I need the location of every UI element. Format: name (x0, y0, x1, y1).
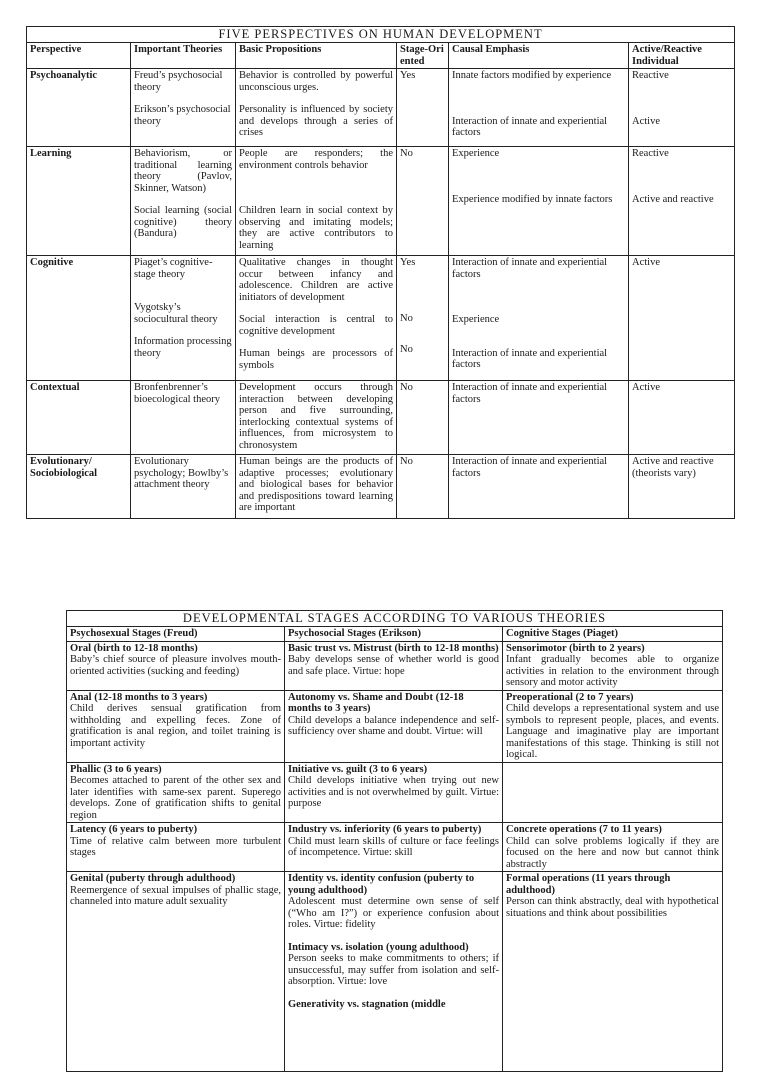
proposition-text: Qualitative changes in thought occur between infancy and adolescence. Children are active initiators of development (239, 257, 393, 303)
stage-text: Yes (400, 257, 416, 268)
proposition-text: Social interaction is central to cognitive development (239, 314, 393, 337)
theories-cell (131, 256, 236, 381)
causal-cell (449, 147, 629, 256)
perspective-cell: Contextual (27, 381, 131, 455)
stage-name: Preoperational (2 to 7 years) (506, 691, 634, 703)
stage-description: Child develops initiative when trying out new activities and is not overwhelmed by guilt. Virtue: purpose (288, 775, 499, 809)
stage-description: Child develops a representational system and use symbols to represent people, places, and events. Language and imaginative play are important manifestations of this stage. Thinking is still not logical. (506, 703, 719, 760)
theories-cell (131, 147, 236, 256)
stage-name: Concrete operations (7 to 11 years) (506, 824, 662, 835)
stage-text: No (400, 344, 413, 355)
causal-text: Experience modified by innate factors (452, 193, 613, 205)
causal-text: Experience (452, 148, 500, 159)
stage-name: Oral (birth to 12-18 months) (70, 642, 198, 654)
stage-description: Child must learn skills of culture or face feelings of incompetence. Virtue: skill (288, 835, 499, 858)
stage-description: Child develops a balance independence and self-sufficiency over shame and doubt. Virtue: will (288, 714, 499, 737)
erikson-stage-cell (285, 872, 503, 1072)
stage-name: Phallic (3 to 6 years) (70, 763, 162, 775)
active-text: Reactive (632, 70, 669, 81)
freud-stage-cell (67, 872, 285, 1072)
theories-cell: Bronfenbrenner’s bioecological theory (131, 381, 236, 455)
stage-name: Latency (6 years to puberty) (70, 824, 198, 835)
erikson-stage-cell (285, 823, 503, 872)
stage-description: Reemergence of sexual impulses of phallic stage, channeled into mature adult sexuality (70, 884, 281, 907)
stage-description: Becomes attached to parent of the other sex and later identifies with same-sex parent. Superego develops. Zone of gratification shifts to genital region (70, 775, 281, 821)
stage-description: Child derives sensual gratification from withholding and expelling feces. Zone of gratification is anal region, and toilet training is important activity (70, 703, 281, 749)
theory-text: Freud’s psychosocial theory (134, 70, 223, 93)
stage-name: Anal (12-18 months to 3 years) (70, 691, 208, 703)
stage-description: Child can solve problems logically if they are focused on the here and now but cannot think abstractly (506, 835, 719, 870)
table-title-row (27, 27, 735, 43)
theory-text: Social learning (social cognitive) theory (Bandura) (134, 205, 232, 239)
stage-name: Genital (puberty through adulthood) (70, 873, 236, 884)
developmental-stages-table (66, 610, 723, 1072)
stage-name: Sensorimotor (birth to 2 years) (506, 642, 645, 654)
active-text: Reactive (632, 148, 669, 159)
causal-text: Interaction of innate and experiential factors (452, 257, 608, 280)
theories-cell (131, 69, 236, 147)
table-row (67, 872, 723, 1072)
table-header-row (67, 627, 723, 642)
active-cell: Active (629, 381, 735, 455)
perspective-cell: Evolutionary/ Sociobiological (27, 455, 131, 519)
stage-text: No (400, 312, 413, 324)
propositions-cell: Development occurs through interaction between developing person and five surrounding, interlocking contextual systems of influences, from microsystem to chronosystem (236, 381, 397, 455)
erikson-stage-cell (285, 641, 503, 690)
table-row (27, 455, 735, 519)
active-cell (629, 69, 735, 147)
proposition-text: Personality is influenced by society and develops through a series of crises (239, 104, 393, 138)
theory-text: Vygotsky’s sociocultural theory (134, 302, 218, 325)
table-row (27, 381, 735, 455)
active-cell: Active and reactive (theorists vary) (629, 455, 735, 519)
stage-description: Baby develops sense of whether world is good and safe place. Virtue: hope (288, 654, 499, 677)
perspective-cell: Psychoanalytic (27, 69, 131, 147)
piaget-stage-cell (503, 872, 723, 1072)
active-text: Active (632, 115, 660, 127)
theory-text: Behaviorism, or traditional learning theory (Pavlov, Skinner, Watson) (134, 148, 232, 194)
stage-cell: No (397, 147, 449, 256)
erikson-stage-cell (285, 690, 503, 762)
proposition-text: Behavior is controlled by powerful unconscious urges. (239, 70, 393, 93)
perspective-cell: Learning (27, 147, 131, 256)
stage-name: Industry vs. inferiority (6 years to puberty) (288, 824, 482, 835)
column-header: Cognitive Stages (Piaget) (503, 627, 723, 642)
perspective-cell: Cognitive (27, 256, 131, 381)
table-row (27, 147, 735, 256)
table-title-row (67, 611, 723, 627)
causal-text: Interaction of innate and experiential factors (452, 347, 608, 370)
piaget-stage-cell (503, 641, 723, 690)
freud-stage-cell (67, 762, 285, 823)
causal-text: Experience (452, 314, 500, 325)
stage-name: Autonomy vs. Shame and Doubt (12-18 months to 3 years) (288, 691, 464, 714)
stage-cell (397, 256, 449, 381)
stage-cell: No (397, 455, 449, 519)
perspectives-table (26, 26, 735, 519)
table-row (67, 690, 723, 762)
table-row (27, 256, 735, 381)
stage-cell: Yes (397, 69, 449, 147)
stage-name: Basic trust vs. Mistrust (birth to 12-18 months) (288, 642, 499, 654)
stage-name: Identity vs. identity confusion (puberty to young adulthood) (288, 873, 475, 896)
piaget-stage-cell (503, 823, 723, 872)
propositions-cell (236, 147, 397, 256)
stage-description: Person can think abstractly, deal with hypothetical situations and think about possibilities (506, 896, 719, 919)
column-header: Psychosexual Stages (Freud) (67, 627, 285, 642)
column-header: Stage-Oriented (397, 43, 449, 69)
stage-name: Formal operations (11 years through adulthood) (506, 873, 671, 896)
freud-stage-cell (67, 823, 285, 872)
stage-name: Generativity vs. stagnation (middle (288, 998, 446, 1010)
causal-text: Innate factors modified by experience (452, 70, 612, 81)
column-header: Basic Propositions (236, 43, 397, 69)
table-row (67, 641, 723, 690)
column-header: Active/Reactive Individual (629, 43, 735, 69)
stage-name: Initiative vs. guilt (3 to 6 years) (288, 763, 428, 775)
theory-text: Information processing theory (134, 336, 232, 359)
table-row (67, 762, 723, 823)
propositions-cell: Human beings are the products of adaptive processes; evolutionary and biological bases for behavior and predispositions toward learning are important (236, 455, 397, 519)
active-cell (629, 147, 735, 256)
column-header: Psychosocial Stages (Erikson) (285, 627, 503, 642)
causal-text: Interaction of innate and experiential factors (452, 115, 608, 138)
causal-cell (449, 69, 629, 147)
proposition-text: Human beings are processors of symbols (239, 348, 393, 371)
theories-cell: Evolutionary psychology; Bowlby’s attachment theory (131, 455, 236, 519)
stage-description: Time of relative calm between more turbulent stages (70, 835, 281, 858)
causal-cell (449, 256, 629, 381)
table-title: FIVE PERSPECTIVES ON HUMAN DEVELOPMENT (27, 27, 735, 43)
theory-text: Piaget’s cognitive-stage theory (134, 257, 213, 280)
propositions-cell (236, 69, 397, 147)
stage-description: Adolescent must determine own sense of self (“Who am I?”) or experience confusion about roles. Virtue: fidelity (288, 896, 499, 930)
table-header-row (27, 43, 735, 69)
causal-cell: Interaction of innate and experiential factors (449, 455, 629, 519)
stage-description: Baby’s chief source of pleasure involves mouth-oriented activities (sucking and feeding) (70, 654, 281, 677)
column-header: Important Theories (131, 43, 236, 69)
freud-stage-cell (67, 690, 285, 762)
proposition-text: Children learn in social context by observing and imitating models; they are active contributors to learning (239, 205, 393, 251)
causal-cell: Interaction of innate and experiential factors (449, 381, 629, 455)
freud-stage-cell (67, 641, 285, 690)
piaget-stage-cell (503, 762, 723, 823)
active-text: Active and reactive (632, 193, 714, 205)
table-title: DEVELOPMENTAL STAGES ACCORDING TO VARIOUS THEORIES (67, 611, 723, 627)
column-header: Perspective (27, 43, 131, 69)
column-header: Causal Emphasis (449, 43, 629, 69)
stage-cell: No (397, 381, 449, 455)
erikson-stage-cell (285, 762, 503, 823)
stage-description: Person seeks to make commitments to others; if unsuccessful, may suffer from isolation and self-absorption. Virtue: love (288, 953, 499, 987)
piaget-stage-cell (503, 690, 723, 762)
stage-name: Intimacy vs. isolation (young adulthood) (288, 941, 469, 953)
stage-description: Infant gradually becomes able to organize activities in relation to the environment through sensory and motor activity (506, 654, 719, 688)
table-row (27, 69, 735, 147)
table-row (67, 823, 723, 872)
active-text: Active (632, 257, 660, 268)
proposition-text: People are responders; the environment controls behavior (239, 148, 393, 171)
active-cell (629, 256, 735, 381)
theory-text: Erikson’s psychosocial theory (134, 104, 231, 127)
propositions-cell (236, 256, 397, 381)
